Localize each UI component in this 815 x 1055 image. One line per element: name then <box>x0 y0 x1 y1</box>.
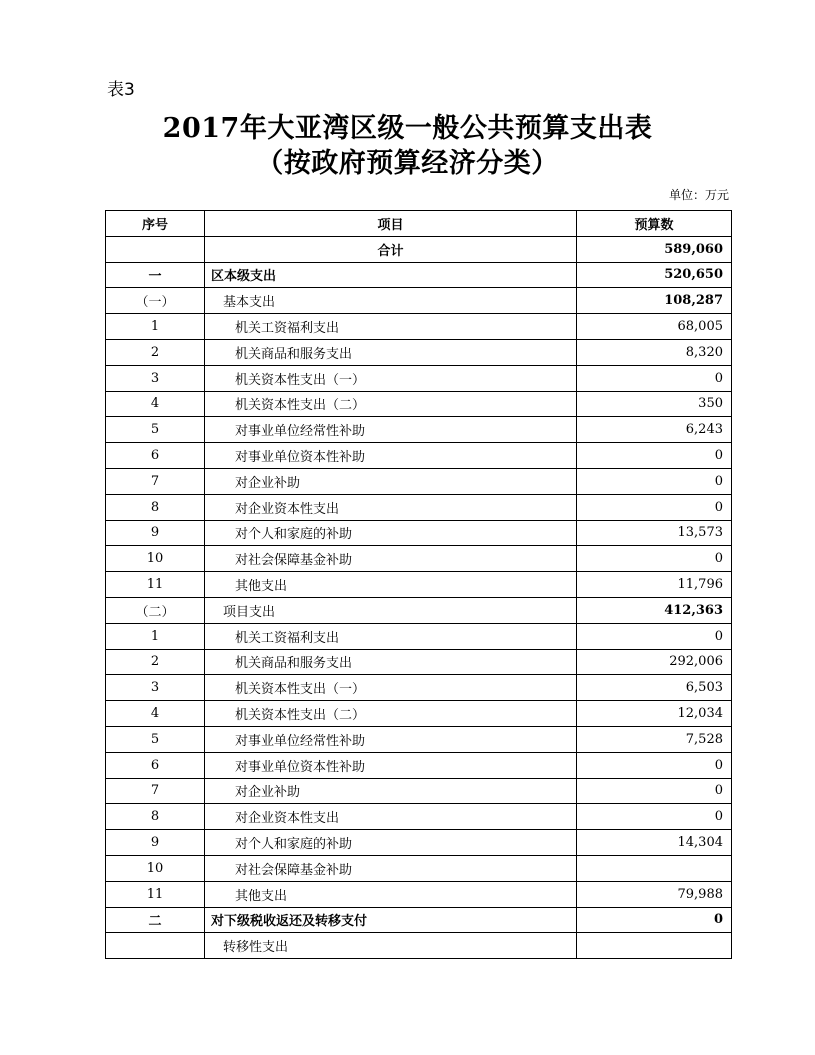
row-seq: 2 <box>106 339 205 365</box>
row-item: 机关工资福利支出 <box>205 314 577 340</box>
row-item: 机关资本性支出（一） <box>205 675 577 701</box>
row-amount: 13,573 <box>577 520 732 546</box>
row-seq: 11 <box>106 572 205 598</box>
row-seq <box>106 933 205 959</box>
row-amount: 14,304 <box>577 830 732 856</box>
table-row <box>106 468 732 494</box>
page-title: 2017年大亚湾区级一般公共预算支出表 <box>162 113 653 144</box>
table-row <box>106 881 732 907</box>
row-amount: 8,320 <box>577 339 732 365</box>
row-item: 区本级支出 <box>205 262 577 288</box>
column-header-amount: 预算数 <box>577 211 732 237</box>
table-row <box>106 443 732 469</box>
row-amount: 0 <box>577 546 732 572</box>
row-item: 机关资本性支出（二） <box>205 701 577 727</box>
row-seq: 8 <box>106 494 205 520</box>
row-amount: 0 <box>577 365 732 391</box>
row-amount: 6,243 <box>577 417 732 443</box>
row-seq: （一） <box>106 288 205 314</box>
table-row <box>106 520 732 546</box>
total-seq <box>106 236 205 262</box>
row-item: 机关资本性支出（一） <box>205 365 577 391</box>
table-row <box>106 391 732 417</box>
row-seq: 1 <box>106 623 205 649</box>
row-seq: 4 <box>106 701 205 727</box>
row-seq: 7 <box>106 468 205 494</box>
row-item: 基本支出 <box>205 288 577 314</box>
total-amount: 589,060 <box>577 236 732 262</box>
row-seq: 10 <box>106 546 205 572</box>
row-amount: 292,006 <box>577 649 732 675</box>
row-amount <box>577 855 732 881</box>
row-amount: 0 <box>577 752 732 778</box>
row-seq: 7 <box>106 778 205 804</box>
table-row <box>106 726 732 752</box>
row-amount: 520,650 <box>577 262 732 288</box>
table-row <box>106 365 732 391</box>
row-item: 对事业单位经常性补助 <box>205 417 577 443</box>
row-item: 对社会保障基金补助 <box>205 546 577 572</box>
row-seq: 一 <box>106 262 205 288</box>
total-label: 合计 <box>205 236 577 262</box>
row-amount: 0 <box>577 804 732 830</box>
row-seq: 9 <box>106 520 205 546</box>
row-item: 对个人和家庭的补助 <box>205 520 577 546</box>
row-amount <box>577 933 732 959</box>
row-item: 机关商品和服务支出 <box>205 649 577 675</box>
row-item: 其他支出 <box>205 572 577 598</box>
total-row <box>106 236 732 262</box>
row-seq: （二） <box>106 597 205 623</box>
row-item: 对企业补助 <box>205 468 577 494</box>
table-row <box>106 752 732 778</box>
row-seq: 二 <box>106 907 205 933</box>
row-item: 对事业单位资本性补助 <box>205 752 577 778</box>
row-item: 对企业资本性支出 <box>205 494 577 520</box>
row-item: 对个人和家庭的补助 <box>205 830 577 856</box>
row-amount: 0 <box>577 778 732 804</box>
row-item: 对企业补助 <box>205 778 577 804</box>
table-row <box>106 572 732 598</box>
column-header-item: 项目 <box>205 211 577 237</box>
row-amount: 0 <box>577 468 732 494</box>
row-seq: 1 <box>106 314 205 340</box>
table-row <box>106 855 732 881</box>
row-item: 机关资本性支出（二） <box>205 391 577 417</box>
table-row <box>106 262 732 288</box>
row-amount: 68,005 <box>577 314 732 340</box>
table-row <box>106 288 732 314</box>
row-seq: 4 <box>106 391 205 417</box>
table-row <box>106 417 732 443</box>
row-amount: 7,528 <box>577 726 732 752</box>
table-row <box>106 546 732 572</box>
row-amount: 0 <box>577 623 732 649</box>
row-seq: 5 <box>106 726 205 752</box>
row-item: 机关商品和服务支出 <box>205 339 577 365</box>
table-row <box>106 804 732 830</box>
row-amount: 0 <box>577 907 732 933</box>
table-header-row <box>106 211 732 237</box>
unit-label: 单位：万元 <box>668 188 729 202</box>
table-row <box>106 314 732 340</box>
row-seq: 5 <box>106 417 205 443</box>
table-row <box>106 933 732 959</box>
row-amount: 412,363 <box>577 597 732 623</box>
row-amount: 11,796 <box>577 572 732 598</box>
row-seq: 2 <box>106 649 205 675</box>
table-number: 表3 <box>107 80 135 100</box>
row-amount: 79,988 <box>577 881 732 907</box>
table-row <box>106 623 732 649</box>
row-amount: 0 <box>577 443 732 469</box>
row-amount: 12,034 <box>577 701 732 727</box>
row-item: 对企业资本性支出 <box>205 804 577 830</box>
row-item: 对下级税收返还及转移支付 <box>205 907 577 933</box>
table-row <box>106 907 732 933</box>
row-seq: 8 <box>106 804 205 830</box>
row-seq: 9 <box>106 830 205 856</box>
table-row <box>106 675 732 701</box>
row-seq: 10 <box>106 855 205 881</box>
table-row <box>106 830 732 856</box>
row-item: 转移性支出 <box>205 933 577 959</box>
row-item: 对事业单位经常性补助 <box>205 726 577 752</box>
row-seq: 3 <box>106 675 205 701</box>
row-item: 其他支出 <box>205 881 577 907</box>
row-amount: 350 <box>577 391 732 417</box>
budget-table <box>105 210 732 959</box>
table-row <box>106 778 732 804</box>
row-item: 对事业单位资本性补助 <box>205 443 577 469</box>
table-row <box>106 649 732 675</box>
row-amount: 0 <box>577 494 732 520</box>
row-item: 对社会保障基金补助 <box>205 855 577 881</box>
table-row <box>106 597 732 623</box>
row-amount: 108,287 <box>577 288 732 314</box>
column-header-seq: 序号 <box>106 211 205 237</box>
row-seq: 6 <box>106 752 205 778</box>
row-seq: 11 <box>106 881 205 907</box>
row-amount: 6,503 <box>577 675 732 701</box>
row-seq: 3 <box>106 365 205 391</box>
row-item: 项目支出 <box>205 597 577 623</box>
table-row <box>106 339 732 365</box>
page-subtitle: （按政府预算经济分类） <box>256 148 559 179</box>
row-seq: 6 <box>106 443 205 469</box>
table-row <box>106 494 732 520</box>
row-item: 机关工资福利支出 <box>205 623 577 649</box>
table-row <box>106 701 732 727</box>
